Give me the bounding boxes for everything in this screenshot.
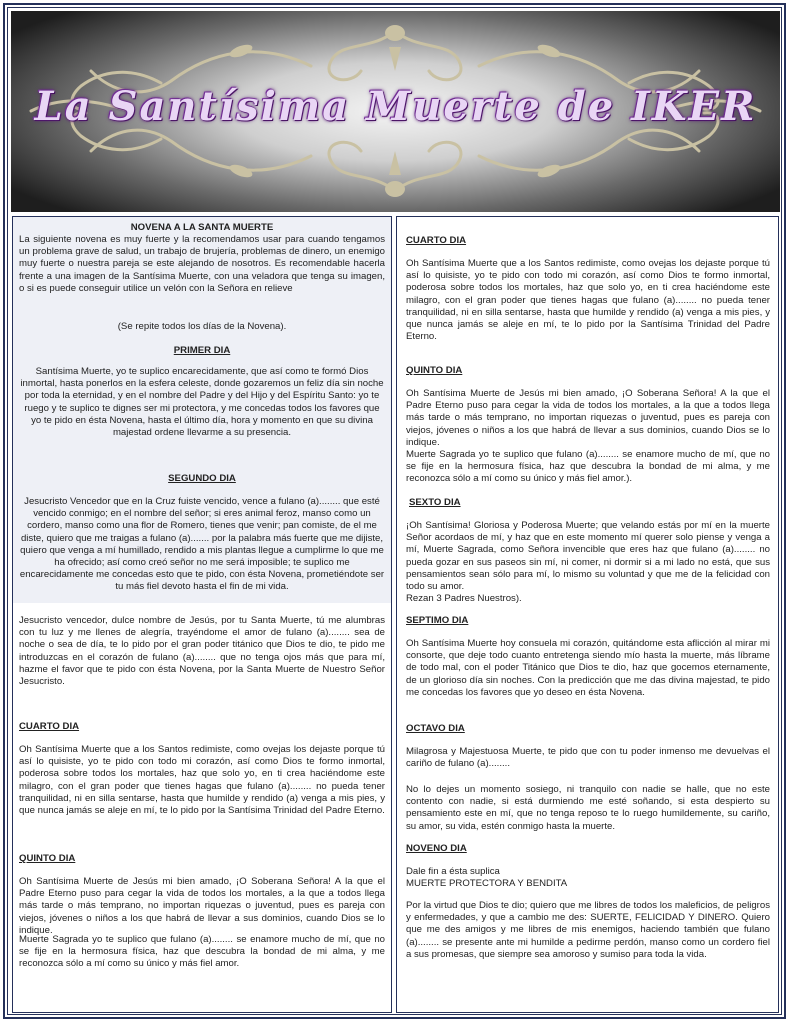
heading-septimo-dia: SEPTIMO DIA	[406, 615, 469, 626]
noveno-dia-intro: Dale fin a ésta suplica	[406, 866, 500, 877]
quinto-dia-text-2: Muerte Sagrada yo te suplico que fulano (a)........ se enamore mucho de mí, que no se fije en la hermosura física, haz que descubra la bondad de mi alma, y me reconozca sólo a mí como su único y más fiel amor.	[19, 934, 385, 970]
quinto-dia-text-right-2: Muerte Sagrada yo te suplico que fulano (a)........ se enamore mucho de mí, que no se fije en la hermosura física, haz que descubra la bondad de mi alma, y me reconozca sólo a mí como su único y más fiel amor.).	[406, 449, 770, 485]
sexto-dia-text: ¡Oh Santísima! Gloriosa y Poderosa Muerte; que velando estás por mí en la muerte Señor acordaos de mí, y haz que en este momento mí querer solo piense y venga a mí, Muerte Sagrada, como Señora invencible que eres haz que fulano (a)........ no pueda gozar en sus paseos sin mí, ni comer, ni dormir si a mi lado no está, que sus pensamientos sean sólo para mí, lo mismo su voluntad y que me de la felicidad con todo su amor.	[406, 520, 770, 593]
heading-primer-dia: PRIMER DIA	[173, 345, 231, 356]
noveno-dia-subtitle: MUERTE PROTECTORA Y BENDITA	[406, 878, 568, 889]
heading-segundo-dia: SEGUNDO DIA	[168, 473, 236, 484]
septimo-dia-text: Oh Santísima Muerte hoy consuela mi corazón, quitándome esta aflicción al mirar mi consorte, que deje todo cuanto entretenga siendo mío hasta la muerte, más líbrame de todo mal, con el poder Titánico que Dios te dio, haz que gocemos eternamente, de un glorioso día sin noches. Con la predicción que me das divina majestad, te pido me concedas los favores que yo deseo en ésta Novena.	[406, 638, 770, 698]
octavo-dia-text-2: No lo dejes un momento sosiego, ni tranquilo con nadie se halle, que no este contento con nadie, si está durmiendo me esté soñando, si esta despierto su pensamiento este en mí, que no tenga reposo te lo ruego humildemente, su cariño, su amor, su vida, estén conmigo hasta la muerte.	[406, 784, 770, 832]
heading-cuarto-dia: CUARTO DIA	[19, 721, 80, 732]
heading-noveno-dia: NOVENO DIA	[406, 843, 467, 854]
heading-quinto-dia-right: QUINTO DIA	[406, 365, 463, 376]
heading-cuarto-dia-right: CUARTO DIA	[406, 235, 467, 246]
right-column	[396, 216, 779, 1013]
cuarto-dia-text: Oh Santísima Muerte que a los Santos redimiste, como ovejas los dejaste porque tú así lo quisiste, yo te pido con todo mi corazón, así como Dios te formo inmortal, poderosa sobre todos los mortales, haz que solo yo, en ti crea haciéndome este milagro, con el gran poder que tienes hagas que fulano (a)........ no pueda tener tranquilidad, ni en silla sentarse, hasta que humilde y rendido (a) venga a mis pies, y que nunca jamás se aleje en mí, te lo pido por la Santísima Trinidad del Padre Eterno.	[19, 744, 385, 817]
primer-dia-text: Santísima Muerte, yo te suplico encarecidamente, que así como te formó Dios inmortal, hasta ponerlos en la esfera celeste, donde gozaremos un feliz día sin noche por toda la eternidad, y en el nombre del Padre y del Hijo y del Espíritu Santo: yo te ruego y te suplico te dignes ser mi protectora, y me concedas todos los favores que yo te pido en ésta Novena, hasta el último día, hora y momento en que su divina majestad ordene llevarme a su presencia.	[20, 366, 384, 439]
sexto-dia-rezan: Rezan 3 Padres Nuestros).	[406, 593, 522, 604]
repeat-note: (Se repite todos los días de la Novena).	[117, 321, 287, 332]
heading-quinto-dia: QUINTO DIA	[19, 853, 76, 864]
heading-sexto-dia: SEXTO DIA	[409, 497, 461, 508]
header-banner	[11, 11, 780, 212]
tercer-dia-text: Jesucristo vencedor, dulce nombre de Jesús, por tu Santa Muerte, tú me alumbras con tu luz y me llenes de alegría, trayéndome el amor de fulano (a)........ sea de noche o sea de día, te lo pido por el gran poder titánico que Dios te dio, te pido me introduzcas en el corazón de fulano (a)........ que no tenga ojos más que para mí, hazme el favor que te pido con ésta Novena, por la Santa Muerte de Nuestro Señor Jesucristo.	[19, 615, 385, 688]
heading-octavo-dia: OCTAVO DIA	[406, 723, 465, 734]
left-column	[12, 216, 392, 1013]
quinto-dia-text: Oh Santísima Muerte de Jesús mi bien amado, ¡O Soberana Señora! A la que el Padre Eterno puso para cegar la vida de todos los mortales, a la que a todos llega más tarde o más temprano, no importan riquezas o juventud, pues es pareja con viejos, jóvenes o niños a los que habrá de llevar a sus dominios, cuando Dios se lo indique.	[19, 876, 385, 936]
quinto-dia-text-right: Oh Santísima Muerte de Jesús mi bien amado, ¡O Soberana Señora! A la que el Padre Eterno puso para cegar la vida de todos los mortales, a la que a todos llega más tarde o más temprano, no importan riquezas o juventud, pues es pareja con viejos, jóvenes o niños a los que habrá de llevar a sus dominios, cuando Dios se lo indique.	[406, 388, 770, 448]
cuarto-dia-text-right: Oh Santísima Muerte que a los Santos redimiste, como ovejas los dejaste porque tú así lo quisiste, yo te pido con todo mi corazón, así como Dios te formo inmortal, poderosa sobre todos los mortales, haz que solo yo, en ti crea haciéndome este milagro, con el gran poder que tienes hagas que fulano (a)........ no pueda tener tranquilidad, ni en silla sentarse, hasta que humilde y rendido (a) venga a mis pies, y que nunca jamás se aleje en mí, te lo pido por la Santísima Trinidad del Padre Eterno.	[406, 258, 770, 343]
intro-paragraph: La siguiente novena es muy fuerte y la recomendamos usar para cuando tengamos un problema grave de salud, un trabajo de brujería, problemas de dinero, un enemigo muy fuerte o nuestra pareja se este alejando de nosotros. Es recomendable hacerla frente a una imagen de la Santísima Muerte, con una veladora que tenga su imagen, o si es puede conseguir utilice un velón con la Señora en relieve	[19, 234, 385, 294]
octavo-dia-text: Milagrosa y Majestuosa Muerte, te pido que con tu poder inmenso me devuelvas el cariño de fulano (a)........	[406, 746, 770, 770]
banner-title: La Santísima Muerte de IKER	[34, 83, 757, 130]
segundo-dia-text: Jesucristo Vencedor que en la Cruz fuiste vencido, vence a fulano (a)........ que esté vencido conmigo; en el nombre del señor; si eres animal feroz, manso como un cordero, manso como una flor de Romero, tienes que venir; pan comiste, de el me diste, quiero que me traigas a fulano (a)....... por la palabra más fuerte que me dijiste, quiero que venga a mí humillado, rendido a mis plantas llegue a cumplirme lo que me ha ofrecido; así como creó señor no me será imposible; te suplico me encarecidamente me concedas esto que te pido, con ésta Novena, prometiéndote ser tu más fiel devoto hasta el fin de mi vida.	[19, 496, 385, 593]
noveno-dia-text: Por la virtud que Dios te dio; quiero que me libres de todos los maleficios, de peligros y enfermedades, y que a cambio me des: SUERTE, FELICIDAD Y DINERO. Quiero que me des amigos y me libres de mis enemigos, haciendo también que fulano (a)........ se presente ante mi humilde a pedirme perdón, manso como un cordero fiel a sus promesas, que siempre sea amoroso y sumiso para toda la vida.	[406, 900, 770, 960]
novena-title: NOVENA A LA SANTA MUERTE	[130, 222, 274, 233]
